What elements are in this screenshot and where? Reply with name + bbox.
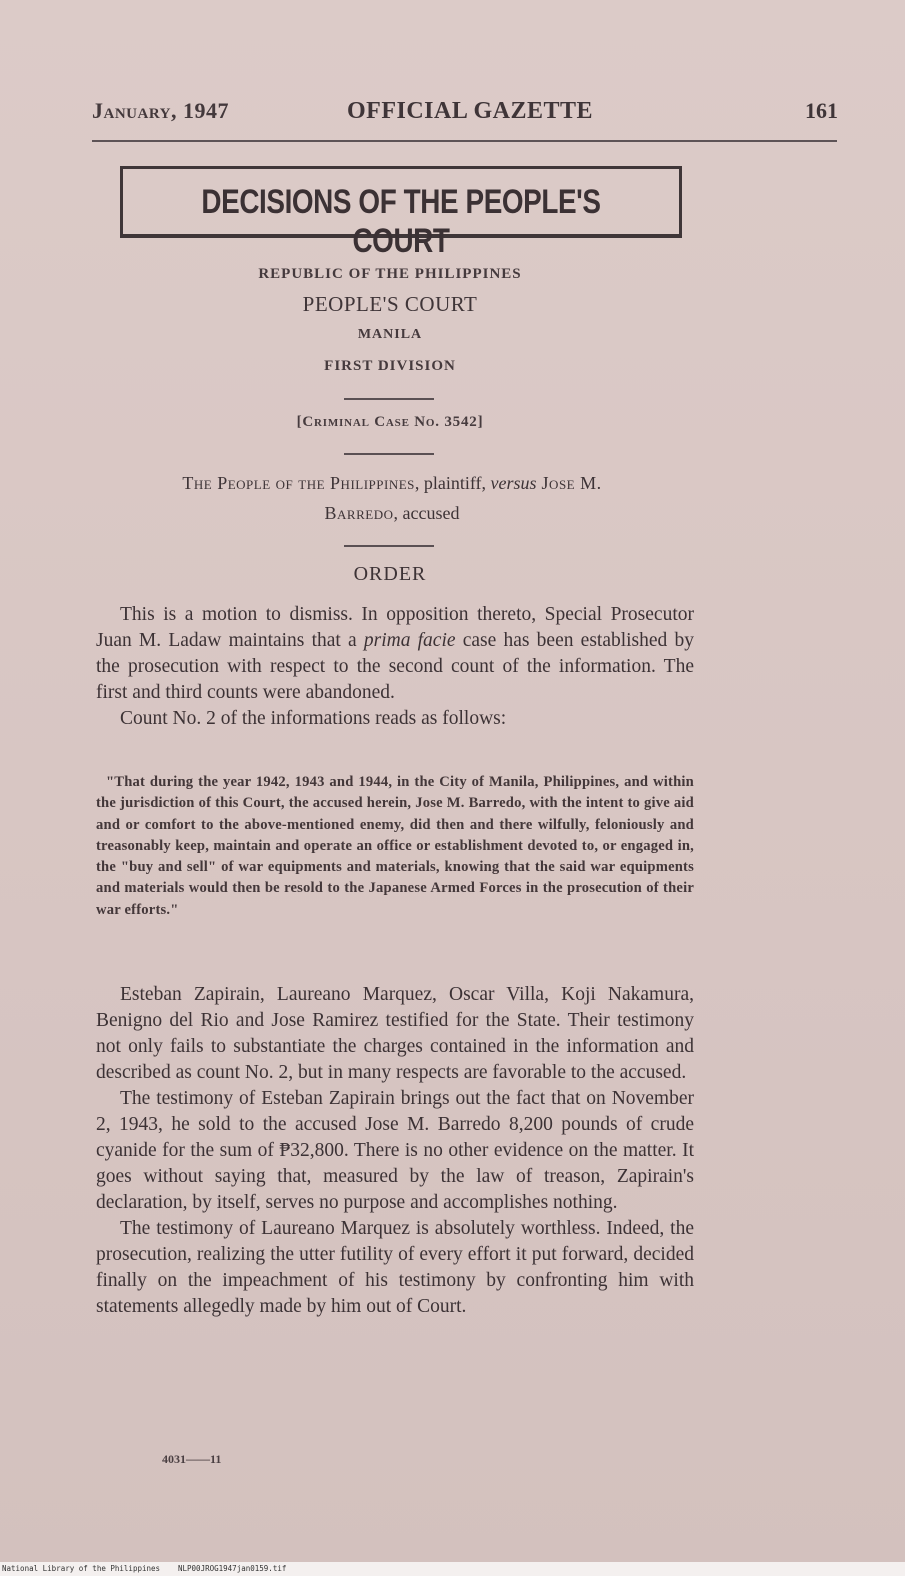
block-quote: "That during the year 1942, 1943 and 1944, in the City of Manila, Philippines, and within the jurisdiction of this Court, the accused herein, Jose M. Barredo, with the intent to give aid and or comfort to the above-mentioned enemy, did then and there wilfully, feloniously and treasonably keep, maintain and operate an office or establishment devoted to, or engaged in, the "buy and sell" of war equipments and materials, knowing that the said war equipments and materials would then be resold to the Japanese Armed Forces in the prosecution of their war efforts." [96, 774, 694, 918]
body-paragraphs-top [96, 602, 694, 732]
case-parties [92, 468, 692, 528]
section-title: DECISIONS OF THE PEOPLE'S COURT [201, 183, 601, 260]
paragraph-5: The testimony of Laureano Marquez is absolutely worthless. Indeed, the prosecution, realizing the utter futility of every effort it put forward, decided finally on the impeachment of his testimony by confronting him with statements allegedly made by him out of Court. [96, 1218, 694, 1317]
paragraph-4: The testimony of Esteban Zapirain brings out the fact that on November 2, 1943, he sold to the accused Jose M. Barredo 8,200 pounds of crude cyanide for the sum of ₱32,800. There is no other evidence on the matter. It goes without saying that, measured by the law of treason, Zapirain's declaration, by itself, serves no purpose and accomplishes nothing. [96, 1088, 694, 1213]
accused-first: Jose M. [536, 473, 602, 493]
scan-footer [0, 1562, 905, 1576]
paragraph-3: Esteban Zapirain, Laureano Marquez, Oscar Villa, Koji Nakamura, Benigno del Rio and Jose Ramirez testified for the State. Their testimony not only fails to substantiate the charges contained in the information and described as count No. 2, but in many respects are favorable to the accused. [96, 984, 694, 1083]
court-name: PEOPLE'S COURT [302, 292, 478, 316]
court-republic: REPUBLIC OF THE PHILIPPINES [258, 266, 522, 282]
latin-term: prima facie [363, 630, 456, 651]
court-division: FIRST DIVISION [324, 358, 456, 374]
order-heading: ORDER [353, 563, 427, 585]
body-paragraphs-bottom [96, 982, 694, 1320]
running-header [92, 98, 838, 128]
paragraph-1: This is a motion to dismiss. In opposition thereto, Special Prosecutor Juan M. Ladaw maintains that a prima facie case has been established by the prosecution with respect to the second count of the information. The first and third counts were abandoned. [96, 604, 694, 703]
page-number: 161 [805, 98, 838, 123]
header-publication: OFFICIAL GAZETTE [347, 98, 594, 124]
header-date: January, 1947 [92, 98, 229, 123]
paragraph-2: Count No. 2 of the informations reads as follows: [120, 708, 507, 729]
versus: versus [490, 473, 537, 493]
accused-last: Barredo [324, 503, 394, 523]
header-rule [92, 140, 837, 142]
scan-library: National Library of the Philippines [2, 1564, 161, 1573]
divider-rule [344, 545, 434, 547]
scan-file: NLP00JROG1947jan0159.tif [178, 1564, 287, 1573]
divider-rule [344, 398, 434, 400]
court-city: MANILA [357, 327, 423, 342]
section-title-box [120, 166, 682, 260]
case-number: [Criminal Case No. 3542] [296, 414, 484, 430]
divider-rule [344, 453, 434, 455]
plaintiff-role: , plaintiff, [414, 473, 491, 493]
signature-mark: 4031——11 [162, 1452, 222, 1466]
accused-role: , accused [393, 503, 460, 523]
plaintiff: The People of the Philippines [182, 473, 415, 493]
